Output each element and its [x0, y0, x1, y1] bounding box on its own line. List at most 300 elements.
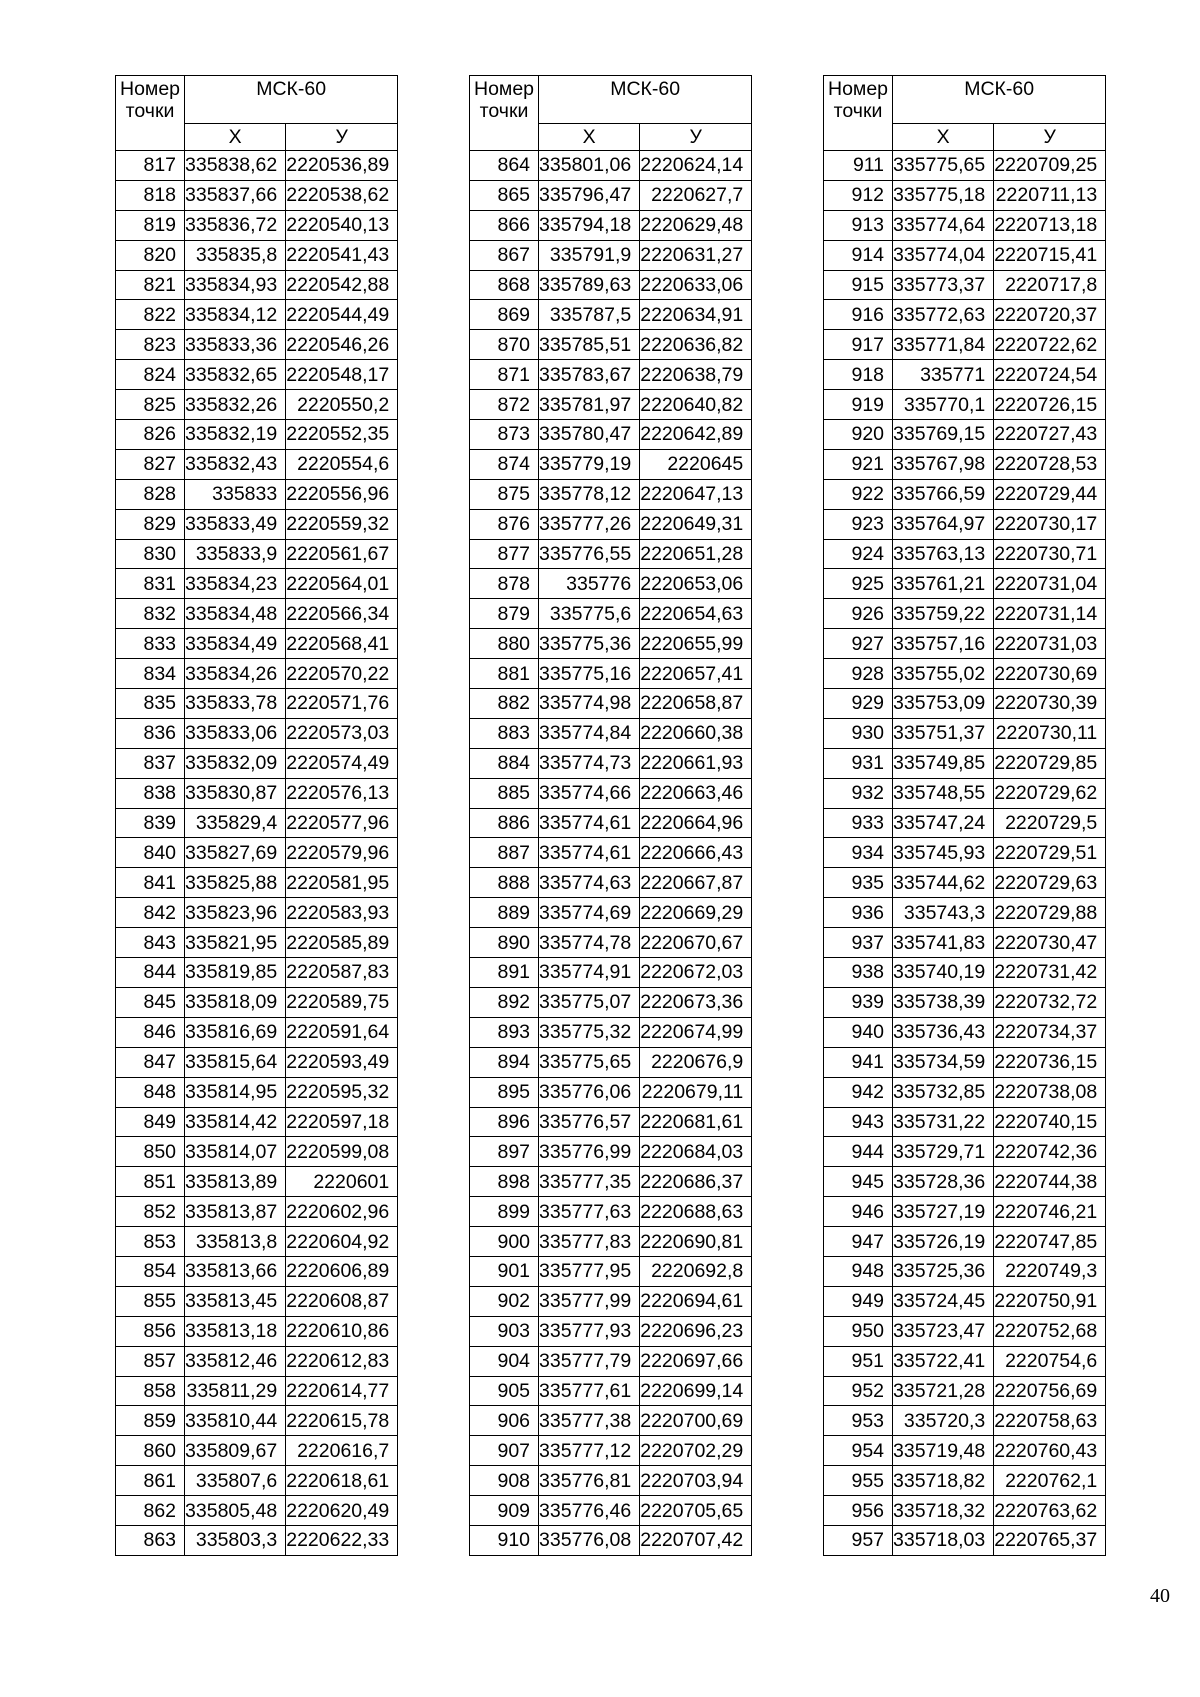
x-coordinate-cell: 335744,62 — [893, 868, 994, 898]
x-coordinate-cell: 335813,66 — [185, 1256, 286, 1286]
point-number-cell: 946 — [824, 1197, 893, 1227]
y-coordinate-cell: 2220749,3 — [994, 1256, 1106, 1286]
point-number-cell: 880 — [470, 629, 539, 659]
table-row — [116, 151, 398, 181]
point-number-cell: 848 — [116, 1077, 185, 1107]
y-coordinate-cell: 2220715,41 — [994, 240, 1106, 270]
x-coordinate-cell: 335776,55 — [539, 539, 640, 569]
point-number-cell: 941 — [824, 1047, 893, 1077]
y-coordinate-cell: 2220554,6 — [286, 449, 398, 479]
x-coordinate-cell: 335764,97 — [893, 509, 994, 539]
point-number-cell: 826 — [116, 420, 185, 450]
y-coordinate-cell: 2220661,93 — [640, 748, 752, 778]
y-coordinate-cell: 2220699,14 — [640, 1376, 752, 1406]
x-coordinate-cell: 335777,35 — [539, 1167, 640, 1197]
point-number-cell: 951 — [824, 1346, 893, 1376]
table-row — [116, 479, 398, 509]
y-coordinate-cell: 2220571,76 — [286, 689, 398, 719]
y-coordinate-cell: 2220729,51 — [994, 838, 1106, 868]
page-number: 40 — [1150, 1585, 1170, 1607]
table-row — [824, 987, 1106, 1017]
x-coordinate-cell: 335777,38 — [539, 1406, 640, 1436]
table-row — [116, 539, 398, 569]
table-row — [824, 629, 1106, 659]
y-coordinate-cell: 2220602,96 — [286, 1197, 398, 1227]
y-coordinate-cell: 2220660,38 — [640, 718, 752, 748]
y-coordinate-cell: 2220717,8 — [994, 270, 1106, 300]
table-row — [824, 868, 1106, 898]
x-coordinate-cell: 335833,9 — [185, 539, 286, 569]
point-number-cell: 834 — [116, 659, 185, 689]
table-row — [116, 1256, 398, 1286]
y-coordinate-cell: 2220672,03 — [640, 958, 752, 988]
table-row — [470, 1496, 752, 1526]
x-coordinate-cell: 335775,65 — [539, 1047, 640, 1077]
point-number-cell: 928 — [824, 659, 893, 689]
point-number-cell: 903 — [470, 1316, 539, 1346]
header-spacer — [470, 124, 539, 151]
table-row — [116, 449, 398, 479]
y-coordinate-cell: 2220614,77 — [286, 1376, 398, 1406]
point-number-cell: 901 — [470, 1256, 539, 1286]
x-coordinate-cell: 335732,85 — [893, 1077, 994, 1107]
x-coordinate-cell: 335734,59 — [893, 1047, 994, 1077]
x-coordinate-cell: 335748,55 — [893, 778, 994, 808]
x-coordinate-cell: 335791,9 — [539, 240, 640, 270]
point-number-cell: 920 — [824, 420, 893, 450]
table-row — [824, 360, 1106, 390]
x-coordinate-cell: 335803,3 — [185, 1525, 286, 1555]
point-number-cell: 942 — [824, 1077, 893, 1107]
table-row — [824, 748, 1106, 778]
table-row — [470, 360, 752, 390]
point-number-cell: 824 — [116, 360, 185, 390]
y-coordinate-cell: 2220561,67 — [286, 539, 398, 569]
point-number-cell: 892 — [470, 987, 539, 1017]
x-coordinate-cell: 335818,09 — [185, 987, 286, 1017]
x-coordinate-cell: 335774,73 — [539, 748, 640, 778]
point-number-cell: 909 — [470, 1496, 539, 1526]
y-coordinate-cell: 2220705,65 — [640, 1496, 752, 1526]
x-coordinate-cell: 335725,36 — [893, 1256, 994, 1286]
x-coordinate-cell: 335719,48 — [893, 1436, 994, 1466]
point-number-cell: 817 — [116, 151, 185, 181]
table-row — [116, 1107, 398, 1137]
table-row — [824, 928, 1106, 958]
y-coordinate-cell: 2220649,31 — [640, 509, 752, 539]
y-coordinate-cell: 2220664,96 — [640, 808, 752, 838]
x-coordinate-cell: 335823,96 — [185, 898, 286, 928]
x-coordinate-cell: 335774,84 — [539, 718, 640, 748]
point-number-cell: 947 — [824, 1227, 893, 1257]
point-number-cell: 846 — [116, 1017, 185, 1047]
point-number-cell: 843 — [116, 928, 185, 958]
point-number-cell: 954 — [824, 1436, 893, 1466]
x-coordinate-cell: 335777,95 — [539, 1256, 640, 1286]
point-number-cell: 822 — [116, 300, 185, 330]
x-coordinate-cell: 335767,98 — [893, 449, 994, 479]
table-row — [824, 898, 1106, 928]
y-coordinate-cell: 2220544,49 — [286, 300, 398, 330]
x-coordinate-cell: 335834,49 — [185, 629, 286, 659]
y-coordinate-cell: 2220653,06 — [640, 569, 752, 599]
x-coordinate-cell: 335774,91 — [539, 958, 640, 988]
y-coordinate-cell: 2220604,92 — [286, 1227, 398, 1257]
y-coordinate-cell: 2220610,86 — [286, 1316, 398, 1346]
y-coordinate-cell: 2220556,96 — [286, 479, 398, 509]
x-coordinate-cell: 335743,3 — [893, 898, 994, 928]
table-row — [470, 718, 752, 748]
table-row — [470, 1137, 752, 1167]
y-coordinate-cell: 2220642,89 — [640, 420, 752, 450]
point-number-cell: 910 — [470, 1525, 539, 1555]
point-number-cell: 868 — [470, 270, 539, 300]
table-row — [116, 360, 398, 390]
x-coordinate-cell: 335775,65 — [893, 151, 994, 181]
x-coordinate-cell: 335777,61 — [539, 1376, 640, 1406]
x-coordinate-cell: 335827,69 — [185, 838, 286, 868]
x-coordinate-cell: 335774,66 — [539, 778, 640, 808]
x-coordinate-cell: 335723,47 — [893, 1316, 994, 1346]
table-row — [824, 1017, 1106, 1047]
table-row — [824, 1346, 1106, 1376]
point-number-cell: 820 — [116, 240, 185, 270]
y-coordinate-cell: 2220730,17 — [994, 509, 1106, 539]
table-row — [116, 1137, 398, 1167]
point-number-cell: 838 — [116, 778, 185, 808]
table-row — [470, 569, 752, 599]
x-coordinate-cell: 335781,97 — [539, 390, 640, 420]
point-number-cell: 839 — [116, 808, 185, 838]
point-number-cell: 835 — [116, 689, 185, 719]
table-row — [116, 629, 398, 659]
x-coordinate-cell: 335811,29 — [185, 1376, 286, 1406]
point-number-cell: 858 — [116, 1376, 185, 1406]
y-coordinate-cell: 2220765,37 — [994, 1525, 1106, 1555]
y-coordinate-cell: 2220645 — [640, 449, 752, 479]
y-coordinate-cell: 2220729,44 — [994, 479, 1106, 509]
y-coordinate-cell: 2220599,08 — [286, 1137, 398, 1167]
table-row — [824, 180, 1106, 210]
x-coordinate-cell: 335775,16 — [539, 659, 640, 689]
y-coordinate-cell: 2220579,96 — [286, 838, 398, 868]
y-coordinate-cell: 2220670,67 — [640, 928, 752, 958]
y-coordinate-cell: 2220730,69 — [994, 659, 1106, 689]
table-row — [470, 958, 752, 988]
point-number-cell: 895 — [470, 1077, 539, 1107]
table-row — [470, 1167, 752, 1197]
y-coordinate-cell: 2220640,82 — [640, 390, 752, 420]
point-number-cell: 875 — [470, 479, 539, 509]
y-coordinate-cell: 2220726,15 — [994, 390, 1106, 420]
table-row — [470, 390, 752, 420]
x-coordinate-cell: 335774,04 — [893, 240, 994, 270]
y-coordinate-cell: 2220760,43 — [994, 1436, 1106, 1466]
table-row — [824, 1286, 1106, 1316]
y-coordinate-cell: 2220729,62 — [994, 778, 1106, 808]
x-coordinate-cell: 335741,83 — [893, 928, 994, 958]
x-coordinate-cell: 335776,57 — [539, 1107, 640, 1137]
point-number-cell: 830 — [116, 539, 185, 569]
table-row — [116, 1406, 398, 1436]
table-row — [824, 539, 1106, 569]
y-coordinate-cell: 2220655,99 — [640, 629, 752, 659]
point-number-cell: 856 — [116, 1316, 185, 1346]
point-number-cell: 823 — [116, 330, 185, 360]
table-row — [824, 479, 1106, 509]
y-coordinate-cell: 2220754,6 — [994, 1346, 1106, 1376]
x-coordinate-cell: 335774,69 — [539, 898, 640, 928]
table-row — [470, 509, 752, 539]
point-number-cell: 864 — [470, 151, 539, 181]
y-coordinate-cell: 2220647,13 — [640, 479, 752, 509]
table-row — [824, 1376, 1106, 1406]
y-coordinate-cell: 2220763,62 — [994, 1496, 1106, 1526]
point-number-cell: 818 — [116, 180, 185, 210]
table-row — [116, 240, 398, 270]
y-coordinate-cell: 2220746,21 — [994, 1197, 1106, 1227]
y-coordinate-cell: 2220574,49 — [286, 748, 398, 778]
point-number-cell: 842 — [116, 898, 185, 928]
x-header: Х — [539, 124, 640, 151]
point-number-cell: 870 — [470, 330, 539, 360]
table-row — [824, 1137, 1106, 1167]
point-number-cell: 934 — [824, 838, 893, 868]
x-coordinate-cell: 335774,61 — [539, 838, 640, 868]
y-coordinate-cell: 2220631,27 — [640, 240, 752, 270]
table-row — [470, 151, 752, 181]
point-number-header: Номер точки — [470, 76, 539, 124]
x-coordinate-cell: 335776 — [539, 569, 640, 599]
x-coordinate-cell: 335834,12 — [185, 300, 286, 330]
x-coordinate-cell: 335836,72 — [185, 210, 286, 240]
y-coordinate-cell: 2220633,06 — [640, 270, 752, 300]
point-number-cell: 939 — [824, 987, 893, 1017]
x-coordinate-cell: 335747,24 — [893, 808, 994, 838]
coordinate-system-header: МСК-60 — [893, 76, 1106, 124]
point-number-cell: 929 — [824, 689, 893, 719]
coordinate-table-2 — [469, 75, 752, 1556]
table-row — [470, 1525, 752, 1555]
x-coordinate-cell: 335745,93 — [893, 838, 994, 868]
y-coordinate-cell: 2220731,03 — [994, 629, 1106, 659]
table-row — [824, 808, 1106, 838]
x-coordinate-cell: 335832,43 — [185, 449, 286, 479]
point-number-cell: 884 — [470, 748, 539, 778]
y-coordinate-cell: 2220702,29 — [640, 1436, 752, 1466]
point-number-cell: 924 — [824, 539, 893, 569]
y-coordinate-cell: 2220638,79 — [640, 360, 752, 390]
table-row — [116, 270, 398, 300]
x-coordinate-cell: 335766,59 — [893, 479, 994, 509]
table-row — [824, 1466, 1106, 1496]
point-number-cell: 832 — [116, 599, 185, 629]
y-header: У — [994, 124, 1106, 151]
x-coordinate-cell: 335777,93 — [539, 1316, 640, 1346]
y-coordinate-cell: 2220690,81 — [640, 1227, 752, 1257]
table-row — [824, 1316, 1106, 1346]
table-row — [470, 449, 752, 479]
x-coordinate-cell: 335834,23 — [185, 569, 286, 599]
y-coordinate-cell: 2220758,63 — [994, 1406, 1106, 1436]
x-coordinate-cell: 335837,66 — [185, 180, 286, 210]
table-row — [116, 390, 398, 420]
y-coordinate-cell: 2220616,7 — [286, 1436, 398, 1466]
point-number-cell: 825 — [116, 390, 185, 420]
point-number-cell: 925 — [824, 569, 893, 599]
y-coordinate-cell: 2220740,15 — [994, 1107, 1106, 1137]
y-coordinate-cell: 2220618,61 — [286, 1466, 398, 1496]
coordinate-system-header: МСК-60 — [539, 76, 752, 124]
coordinate-system-header: МСК-60 — [185, 76, 398, 124]
y-coordinate-cell: 2220707,42 — [640, 1525, 752, 1555]
table-row — [470, 1376, 752, 1406]
x-coordinate-cell: 335771 — [893, 360, 994, 390]
table-row — [824, 151, 1106, 181]
x-coordinate-cell: 335718,03 — [893, 1525, 994, 1555]
point-number-cell: 907 — [470, 1436, 539, 1466]
table-row — [116, 1466, 398, 1496]
point-number-header: Номер точки — [116, 76, 185, 124]
x-coordinate-cell: 335809,67 — [185, 1436, 286, 1466]
y-coordinate-cell: 2220736,15 — [994, 1047, 1106, 1077]
y-coordinate-cell: 2220697,66 — [640, 1346, 752, 1376]
x-coordinate-cell: 335738,39 — [893, 987, 994, 1017]
table-row — [824, 1496, 1106, 1526]
header-spacer — [824, 124, 893, 151]
x-coordinate-cell: 335833 — [185, 479, 286, 509]
table-row — [824, 509, 1106, 539]
x-coordinate-cell: 335833,49 — [185, 509, 286, 539]
x-coordinate-cell: 335774,63 — [539, 868, 640, 898]
y-coordinate-cell: 2220738,08 — [994, 1077, 1106, 1107]
point-number-cell: 887 — [470, 838, 539, 868]
x-coordinate-cell: 335718,32 — [893, 1496, 994, 1526]
point-number-cell: 890 — [470, 928, 539, 958]
point-number-cell: 914 — [824, 240, 893, 270]
y-coordinate-cell: 2220634,91 — [640, 300, 752, 330]
table-row — [824, 1077, 1106, 1107]
point-number-cell: 859 — [116, 1406, 185, 1436]
table-row — [116, 599, 398, 629]
y-coordinate-cell: 2220620,49 — [286, 1496, 398, 1526]
y-coordinate-cell: 2220636,82 — [640, 330, 752, 360]
point-number-cell: 833 — [116, 629, 185, 659]
table-row — [116, 1017, 398, 1047]
y-coordinate-cell: 2220674,99 — [640, 1017, 752, 1047]
point-number-cell: 916 — [824, 300, 893, 330]
y-coordinate-cell: 2220711,13 — [994, 180, 1106, 210]
point-number-cell: 953 — [824, 1406, 893, 1436]
x-coordinate-cell: 335825,88 — [185, 868, 286, 898]
y-coordinate-cell: 2220663,46 — [640, 778, 752, 808]
x-coordinate-cell: 335833,36 — [185, 330, 286, 360]
x-coordinate-cell: 335773,37 — [893, 270, 994, 300]
y-coordinate-cell: 2220568,41 — [286, 629, 398, 659]
x-coordinate-cell: 335776,81 — [539, 1466, 640, 1496]
point-number-cell: 829 — [116, 509, 185, 539]
y-header: У — [286, 124, 398, 151]
y-coordinate-cell: 2220591,64 — [286, 1017, 398, 1047]
table-row — [116, 748, 398, 778]
point-number-cell: 861 — [116, 1466, 185, 1496]
point-number-cell: 840 — [116, 838, 185, 868]
x-coordinate-cell: 335814,07 — [185, 1137, 286, 1167]
table-row — [470, 1077, 752, 1107]
table-row — [824, 1256, 1106, 1286]
point-number-cell: 886 — [470, 808, 539, 838]
x-coordinate-cell: 335721,28 — [893, 1376, 994, 1406]
y-coordinate-cell: 2220744,38 — [994, 1167, 1106, 1197]
x-coordinate-cell: 335777,26 — [539, 509, 640, 539]
y-coordinate-cell: 2220615,78 — [286, 1406, 398, 1436]
x-coordinate-cell: 335777,63 — [539, 1197, 640, 1227]
point-number-cell: 933 — [824, 808, 893, 838]
point-number-cell: 938 — [824, 958, 893, 988]
x-coordinate-cell: 335834,26 — [185, 659, 286, 689]
x-coordinate-cell: 335814,42 — [185, 1107, 286, 1137]
x-coordinate-cell: 335775,6 — [539, 599, 640, 629]
y-coordinate-cell: 2220548,17 — [286, 360, 398, 390]
y-coordinate-cell: 2220536,89 — [286, 151, 398, 181]
x-coordinate-cell: 335776,08 — [539, 1525, 640, 1555]
y-coordinate-cell: 2220694,61 — [640, 1286, 752, 1316]
x-coordinate-cell: 335727,19 — [893, 1197, 994, 1227]
table-row — [470, 987, 752, 1017]
point-number-cell: 865 — [470, 180, 539, 210]
table-row — [824, 240, 1106, 270]
x-coordinate-cell: 335833,78 — [185, 689, 286, 719]
x-coordinate-cell: 335777,83 — [539, 1227, 640, 1257]
point-number-cell: 932 — [824, 778, 893, 808]
table-row — [824, 1107, 1106, 1137]
x-coordinate-cell: 335832,19 — [185, 420, 286, 450]
point-number-cell: 831 — [116, 569, 185, 599]
y-coordinate-cell: 2220651,28 — [640, 539, 752, 569]
table-row — [470, 539, 752, 569]
y-coordinate-cell: 2220729,63 — [994, 868, 1106, 898]
y-coordinate-cell: 2220577,96 — [286, 808, 398, 838]
x-coordinate-cell: 335777,79 — [539, 1346, 640, 1376]
point-number-cell: 922 — [824, 479, 893, 509]
y-coordinate-cell: 2220573,03 — [286, 718, 398, 748]
x-coordinate-cell: 335757,16 — [893, 629, 994, 659]
table-row — [470, 1406, 752, 1436]
point-number-cell: 878 — [470, 569, 539, 599]
table-row — [470, 599, 752, 629]
point-number-cell: 915 — [824, 270, 893, 300]
point-number-cell: 883 — [470, 718, 539, 748]
x-coordinate-cell: 335794,18 — [539, 210, 640, 240]
y-coordinate-cell: 2220559,32 — [286, 509, 398, 539]
point-number-cell: 952 — [824, 1376, 893, 1406]
point-number-cell: 902 — [470, 1286, 539, 1316]
point-number-cell: 906 — [470, 1406, 539, 1436]
table-row — [116, 778, 398, 808]
y-coordinate-cell: 2220731,14 — [994, 599, 1106, 629]
x-coordinate-cell: 335801,06 — [539, 151, 640, 181]
point-number-cell: 853 — [116, 1227, 185, 1257]
y-coordinate-cell: 2220540,13 — [286, 210, 398, 240]
y-coordinate-cell: 2220679,11 — [640, 1077, 752, 1107]
point-number-cell: 896 — [470, 1107, 539, 1137]
point-number-cell: 956 — [824, 1496, 893, 1526]
table-row — [116, 868, 398, 898]
y-coordinate-cell: 2220612,83 — [286, 1346, 398, 1376]
x-coordinate-cell: 335813,89 — [185, 1167, 286, 1197]
x-coordinate-cell: 335772,63 — [893, 300, 994, 330]
x-coordinate-cell: 335834,93 — [185, 270, 286, 300]
